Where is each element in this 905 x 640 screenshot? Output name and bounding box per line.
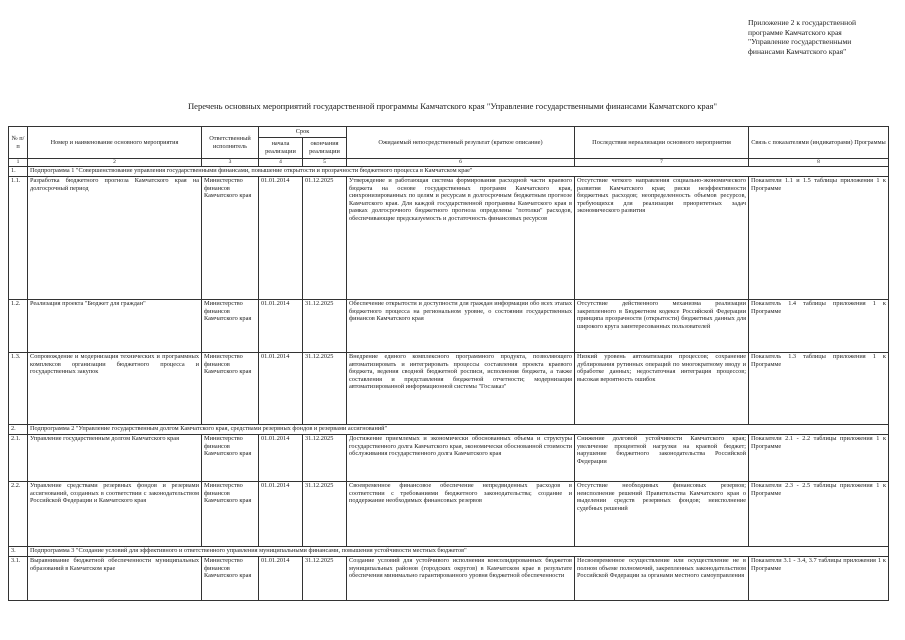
row-num: 1.2. bbox=[9, 300, 28, 353]
subprogram-row bbox=[9, 547, 889, 557]
end-date: 31.12.2025 bbox=[303, 300, 347, 353]
consequences: Несвоевременное осуществление или осуществление не в полном объеме полномочий, закрепленных законодательством Российской Федерации за органами местного самоуправления bbox=[575, 557, 749, 601]
appendix-line: Приложение 2 к государственной bbox=[748, 18, 857, 27]
activity-name: Разработка бюджетного прогноза Камчатского края на долгосрочный период bbox=[28, 177, 202, 300]
activity-name: Выравнивание бюджетной обеспеченности муниципальных образований в Камчатском крае bbox=[28, 557, 202, 601]
activity-name: Управление государственным долгом Камчатского края bbox=[28, 435, 202, 482]
column-number: 7 bbox=[575, 159, 749, 167]
expected-result: Внедрение единого комплексного программного продукта, позволяющего автоматизировать и интегрировать процессы составления проекта краевого бюджета, ведения сводной бюджетной росписи, исполнения бюджета, а также составления и представления бюджетной отчетности; модернизация автоматизированной информационной системы "Госзаказ" bbox=[347, 353, 575, 425]
indicator-link: Показатели 3.1 - 3.4, 3.7 таблицы приложения 1 к Программе bbox=[749, 557, 889, 601]
subprogram-num: 3. bbox=[9, 547, 28, 557]
row-num: 2.1. bbox=[9, 435, 28, 482]
table-row bbox=[9, 300, 889, 353]
document-title: Перечень основных мероприятий государственной программы Камчатского края "Управление государственными финансами Камчатского края" bbox=[187, 101, 718, 111]
header-link: Связь с показателями (индикаторами) Программы bbox=[749, 127, 889, 159]
appendix-line: финансами Камчатского края" bbox=[748, 46, 847, 56]
subprogram-title: Подпрограмма 1 "Совершенствование управления государственными финансами, повышение открытости и прозрачности бюджетного процесса в Камчатском крае" bbox=[28, 167, 889, 177]
activity-name: Сопровождение и модернизация технических и программных комплексов организации бюджетного процесса и государственных закупок bbox=[28, 353, 202, 425]
header-end: окончания реализации bbox=[303, 138, 347, 159]
activity-name: Реализация проекта "Бюджет для граждан" bbox=[28, 300, 202, 353]
start-date: 01.01.2014 bbox=[259, 353, 303, 425]
table-row bbox=[9, 353, 889, 425]
end-date: 31.12.2025 bbox=[303, 557, 347, 601]
consequences: Отсутствие четкого направления социально-экономического развития Камчатского края; риски неэффективности бюджетных расходов; неопределенность объемов ресурсов, требующихся для реализации приоритетных задач экономического развития bbox=[575, 177, 749, 300]
executor: Министерство финансов Камчатского края bbox=[202, 482, 259, 547]
end-date: 31.12.2025 bbox=[303, 353, 347, 425]
subprogram-row bbox=[9, 167, 889, 177]
header-name: Номер и наименование основного мероприятия bbox=[28, 127, 202, 159]
row-num: 1.3. bbox=[9, 353, 28, 425]
appendix-line: "Управление государственными bbox=[748, 37, 852, 47]
activities-table bbox=[8, 126, 889, 601]
activity-name: Управление средствами резервных фондов и резервами ассигнований, созданных в соответствии с законодательством Российской Федерации и Камчатского края bbox=[28, 482, 202, 547]
start-date: 01.01.2014 bbox=[259, 557, 303, 601]
header-executor: Ответственный исполнитель bbox=[202, 127, 259, 159]
subprogram-num: 2. bbox=[9, 425, 28, 435]
table-row bbox=[9, 435, 889, 482]
column-number: 4 bbox=[259, 159, 303, 167]
start-date: 01.01.2014 bbox=[259, 482, 303, 547]
end-date: 31.12.2025 bbox=[303, 482, 347, 547]
indicator-link: Показатель 1.3 таблицы приложения 1 к Программе bbox=[749, 353, 889, 425]
indicator-link: Показатель 1.4 таблицы приложения 1 к Программе bbox=[749, 300, 889, 353]
consequences: Снижение долговой устойчивости Камчатского края; увеличение процентной нагрузки на краевой бюджет; нарушение бюджетного законодательства Российской Федерации bbox=[575, 435, 749, 482]
column-number: 1 bbox=[9, 159, 28, 167]
executor: Министерство финансов Камчатского края bbox=[202, 557, 259, 601]
indicator-link: Показатели 1.1 и 1.5 таблицы приложения 1 к Программе bbox=[749, 177, 889, 300]
expected-result: Достижение приемлемых и экономически обоснованных объема и структуры государственного долга Камчатского края, экономически обоснованной стоимости обслуживания государственного долга Камчатского края bbox=[347, 435, 575, 482]
row-num: 3.1. bbox=[9, 557, 28, 601]
executor: Министерство финансов Камчатского края bbox=[202, 353, 259, 425]
header-num: № п/п bbox=[9, 127, 28, 159]
expected-result: Создание условий для устойчивого исполнения консолидированных бюджетов муниципальных районов (городских округов) в Камчатском крае в результате обеспечения минимально гарантированного уровня бюджетной обеспеченности bbox=[347, 557, 575, 601]
row-num: 1.1. bbox=[9, 177, 28, 300]
subprogram-title: Подпрограмма 3 "Создание условий для эффективного и ответственного управления муниципальными финансами, повышения устойчивости местных бюджетов" bbox=[28, 547, 889, 557]
subprogram-num: 1. bbox=[9, 167, 28, 177]
header-start: начала реализации bbox=[259, 138, 303, 159]
column-number: 2 bbox=[28, 159, 202, 167]
end-date: 01.12.2025 bbox=[303, 177, 347, 300]
row-num: 2.2. bbox=[9, 482, 28, 547]
expected-result: Своевременное финансовое обеспечение непредвиденных расходов в соответствии с требованиями бюджетного законодательства; создание и поддержание необходимых финансовых резервов bbox=[347, 482, 575, 547]
indicator-link: Показатели 2.1 - 2.2 таблицы приложения 1 к Программе bbox=[749, 435, 889, 482]
appendix-note bbox=[748, 18, 898, 56]
header-consequences: Последствия нереализации основного мероприятия bbox=[575, 127, 749, 159]
column-number: 3 bbox=[202, 159, 259, 167]
table-row bbox=[9, 557, 889, 601]
consequences: Отсутствие действенного механизма реализации закрепленного в Бюджетном кодексе Российской Федерации принципа прозрачности (открытости) бюджетных данных для широкого круга заинтересованных пользователей bbox=[575, 300, 749, 353]
executor: Министерство финансов Камчатского края bbox=[202, 300, 259, 353]
column-number: 8 bbox=[749, 159, 889, 167]
table-row bbox=[9, 177, 889, 300]
end-date: 31.12.2025 bbox=[303, 435, 347, 482]
consequences: Низкий уровень автоматизации процессов; сохранение дублирования рутинных операций по многократному вводу и обработке данных; недостаточная интеграция процессов; высокая вероятность ошибок bbox=[575, 353, 749, 425]
header-result: Ожидаемый непосредственный результат (краткое описание) bbox=[347, 127, 575, 159]
column-number: 5 bbox=[303, 159, 347, 167]
expected-result: Обеспечение открытости и доступности для граждан информации обо всех этапах бюджетного процесса на региональном уровне, о состоянии государственных финансов Камчатского края bbox=[347, 300, 575, 353]
appendix-line: программе Камчатского края bbox=[748, 27, 842, 37]
column-number: 6 bbox=[347, 159, 575, 167]
subprogram-row bbox=[9, 425, 889, 435]
start-date: 01.01.2014 bbox=[259, 300, 303, 353]
header-term: Срок bbox=[259, 127, 347, 138]
executor: Министерство финансов Камчатского края bbox=[202, 177, 259, 300]
consequences: Отсутствие необходимых финансовых резервов; неисполнение решений Правительства Камчатского края о выделении средств резервных фондов; неисполнение судебных решений bbox=[575, 482, 749, 547]
expected-result: Утверждение и работающая система формирования расходной части краевого бюджета на основе государственных программ Камчатского края, синхронизированных по целям и ресурсам в долгосрочным бюджетным прогнозе Камчатского края. Для каждой государственной программы Камчатского края в рамках долгосрочного бюджетного прогноза определены "потолки" расходов, обеспечивающие предсказуемость и достаточность финансовых ресурсов bbox=[347, 177, 575, 300]
table-row bbox=[9, 482, 889, 547]
executor: Министерство финансов Камчатского края bbox=[202, 435, 259, 482]
start-date: 01.01.2014 bbox=[259, 435, 303, 482]
subprogram-title: Подпрограмма 2 "Управление государственным долгом Камчатского края, средствами резервных фондов и резервами ассигнований" bbox=[28, 425, 889, 435]
indicator-link: Показатели 2.3 - 2.5 таблицы приложения 1 к Программе bbox=[749, 482, 889, 547]
column-number-row bbox=[9, 159, 889, 167]
start-date: 01.01.2014 bbox=[259, 177, 303, 300]
